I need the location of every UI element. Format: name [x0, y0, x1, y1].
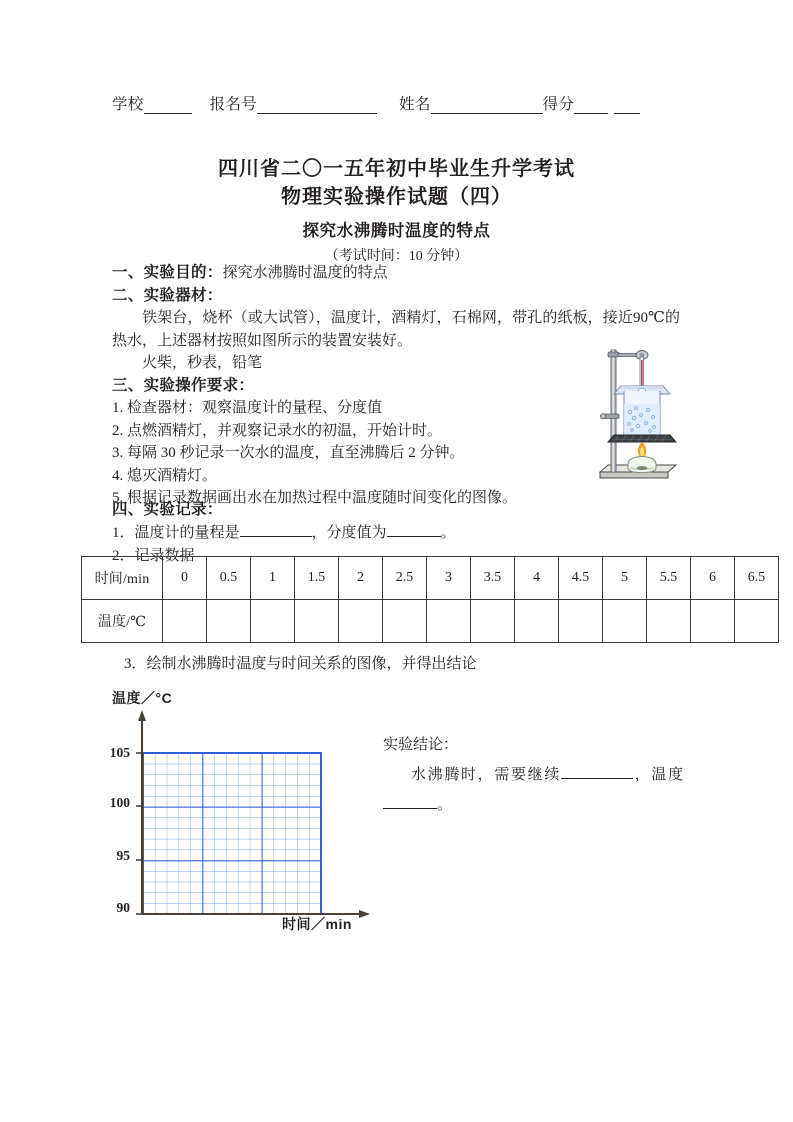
table-cell-temp-4[interactable] [339, 600, 383, 643]
temperature-time-graph [100, 688, 390, 938]
table-cell-time-8[interactable]: 4 [515, 557, 559, 600]
table-cell-temp-2[interactable] [251, 600, 295, 643]
table-cell-time-0[interactable]: 0 [163, 557, 207, 600]
graph-grid-area [143, 753, 321, 914]
record-item-1 [112, 521, 712, 545]
section-materials-heading: 二、实验器材： [112, 286, 223, 304]
experiment-subject-title: 探究水沸腾时温度的特点 [302, 222, 491, 240]
operation-step-3: 3. 每隔 30 秒记录一次水的温度，直至沸腾后 2 分钟。 [112, 445, 465, 461]
stand-rod-icon [611, 350, 616, 472]
table-cell-time-9[interactable]: 4.5 [559, 557, 603, 600]
score-label: 得分 [542, 96, 575, 113]
graph-ytick-100: 100 [109, 795, 130, 810]
table-cell-time-10[interactable]: 5 [603, 557, 647, 600]
table-cell-temp-10[interactable] [603, 600, 647, 643]
conclusion-blank-continue[interactable] [561, 763, 633, 779]
record-item-3: 3．绘制水沸腾时温度与时间关系的图像，并得出结论 [124, 656, 477, 672]
alcohol-lamp-icon [628, 457, 656, 473]
materials-line-2: 火柴，秒表，铅笔 [142, 355, 263, 371]
beaker-icon [624, 391, 660, 435]
operation-step-5: 5. 根据记录数据画出水在加热过程中温度随时间变化的图像。 [112, 490, 518, 506]
table-cell-time-4[interactable]: 2 [339, 557, 383, 600]
school-label: 学校 [112, 96, 144, 113]
table-row-temperature [82, 600, 779, 643]
table-cell-temp-1[interactable] [207, 600, 251, 643]
score-blank[interactable] [574, 98, 608, 114]
name-blank[interactable] [431, 98, 543, 114]
conclusion-text-mid: ，温度 [632, 767, 683, 783]
table-cell-temp-0[interactable] [163, 600, 207, 643]
conclusion-sentence [383, 760, 683, 820]
operation-step-4: 4. 熄灭酒精灯。 [112, 467, 218, 484]
record-item-1-pre: 1．温度计的量程是 [112, 525, 240, 541]
table-cell-temp-6[interactable] [427, 600, 471, 643]
table-cell-time-2[interactable]: 1 [251, 557, 295, 600]
table-cell-temp-13[interactable] [735, 600, 779, 643]
table-cell-time-13[interactable]: 6.5 [735, 557, 779, 600]
score-blank-2[interactable] [614, 98, 640, 114]
section-purpose-heading [112, 262, 692, 285]
section-operations-heading: 三、实验操作要求： [112, 376, 255, 394]
school-blank[interactable] [144, 98, 192, 114]
operation-step-1: 1. 检查器材：观察温度计的量程、分度值 [112, 400, 383, 416]
graph-y-axis-label: 温度／°C [112, 690, 173, 706]
table-cell-time-6[interactable]: 3 [427, 557, 471, 600]
conclusion-block [383, 730, 683, 820]
table-cell-temp-9[interactable] [559, 600, 603, 643]
table-cell-time-1[interactable]: 0.5 [207, 557, 251, 600]
section-purpose-label: 一、实验目的： [112, 264, 223, 281]
record-item-1-end: 。 [440, 525, 456, 541]
table-cell-temp-7[interactable] [471, 600, 515, 643]
operation-step-2: 2. 点燃酒精灯，并观察记录水的初温，开始计时。 [112, 422, 443, 439]
table-cell-time-11[interactable]: 5.5 [647, 557, 691, 600]
conclusion-text-pre: 水沸腾时，需要继续 [411, 767, 561, 783]
graph-grid-svg [100, 688, 390, 938]
table-cell-time-7[interactable]: 3.5 [471, 557, 515, 600]
table-cell-time-12[interactable]: 6 [691, 557, 735, 600]
thermometer-range-blank[interactable] [240, 521, 312, 537]
table-rowhead-time: 时间/min [82, 557, 163, 600]
lower-clamp-icon [600, 414, 619, 419]
conclusion-blank-temperature[interactable] [383, 793, 437, 809]
graph-x-axis-label: 时间／min [282, 916, 352, 932]
table-cell-temp-11[interactable] [647, 600, 691, 643]
table-cell-temp-3[interactable] [295, 600, 339, 643]
apparatus-diagram-icon [584, 338, 684, 488]
student-info-line [112, 92, 692, 114]
table-cell-time-3[interactable]: 1.5 [295, 557, 339, 600]
record-item-1-mid: ，分度值为 [311, 525, 387, 541]
section-purpose-text: 探究水沸腾时温度的特点 [222, 265, 388, 281]
table-rowhead-temperature: 温度/℃ [82, 600, 163, 643]
materials-line-1: 铁架台，烧杯（或大试管），温度计，酒精灯，石棉网，带孔的纸板，接近90℃的热水，上述器材按照如图所示的装置安装好。 [112, 310, 680, 349]
data-record-table [81, 556, 779, 643]
exam-title-line1: 四川省二〇一五年初中毕业生升学考试 [218, 158, 575, 180]
table-cell-temp-12[interactable] [691, 600, 735, 643]
graph-ytick-95: 95 [116, 848, 130, 863]
table-row-time [82, 557, 779, 600]
graph-ytick-90: 90 [116, 900, 130, 915]
conclusion-text-end: 。 [437, 797, 453, 813]
section-record-heading: 四、实验记录： [112, 501, 223, 518]
table-cell-temp-8[interactable] [515, 600, 559, 643]
conclusion-heading: 实验结论： [383, 737, 459, 753]
exam-number-label: 报名号 [209, 96, 258, 113]
exam-number-blank[interactable] [257, 98, 377, 114]
graph-ytick-105: 105 [109, 745, 130, 760]
exam-title-line2: 物理实验操作试题（四） [281, 186, 512, 208]
record-item-2: 2．记录数据 [112, 548, 195, 564]
exam-duration: （考试时间：10 分钟） [324, 249, 469, 264]
table-cell-temp-5[interactable] [383, 600, 427, 643]
thermometer-division-blank[interactable] [387, 521, 441, 537]
table-cell-time-5[interactable]: 2.5 [383, 557, 427, 600]
name-label: 姓名 [399, 96, 431, 113]
asbestos-net-icon [608, 435, 676, 442]
